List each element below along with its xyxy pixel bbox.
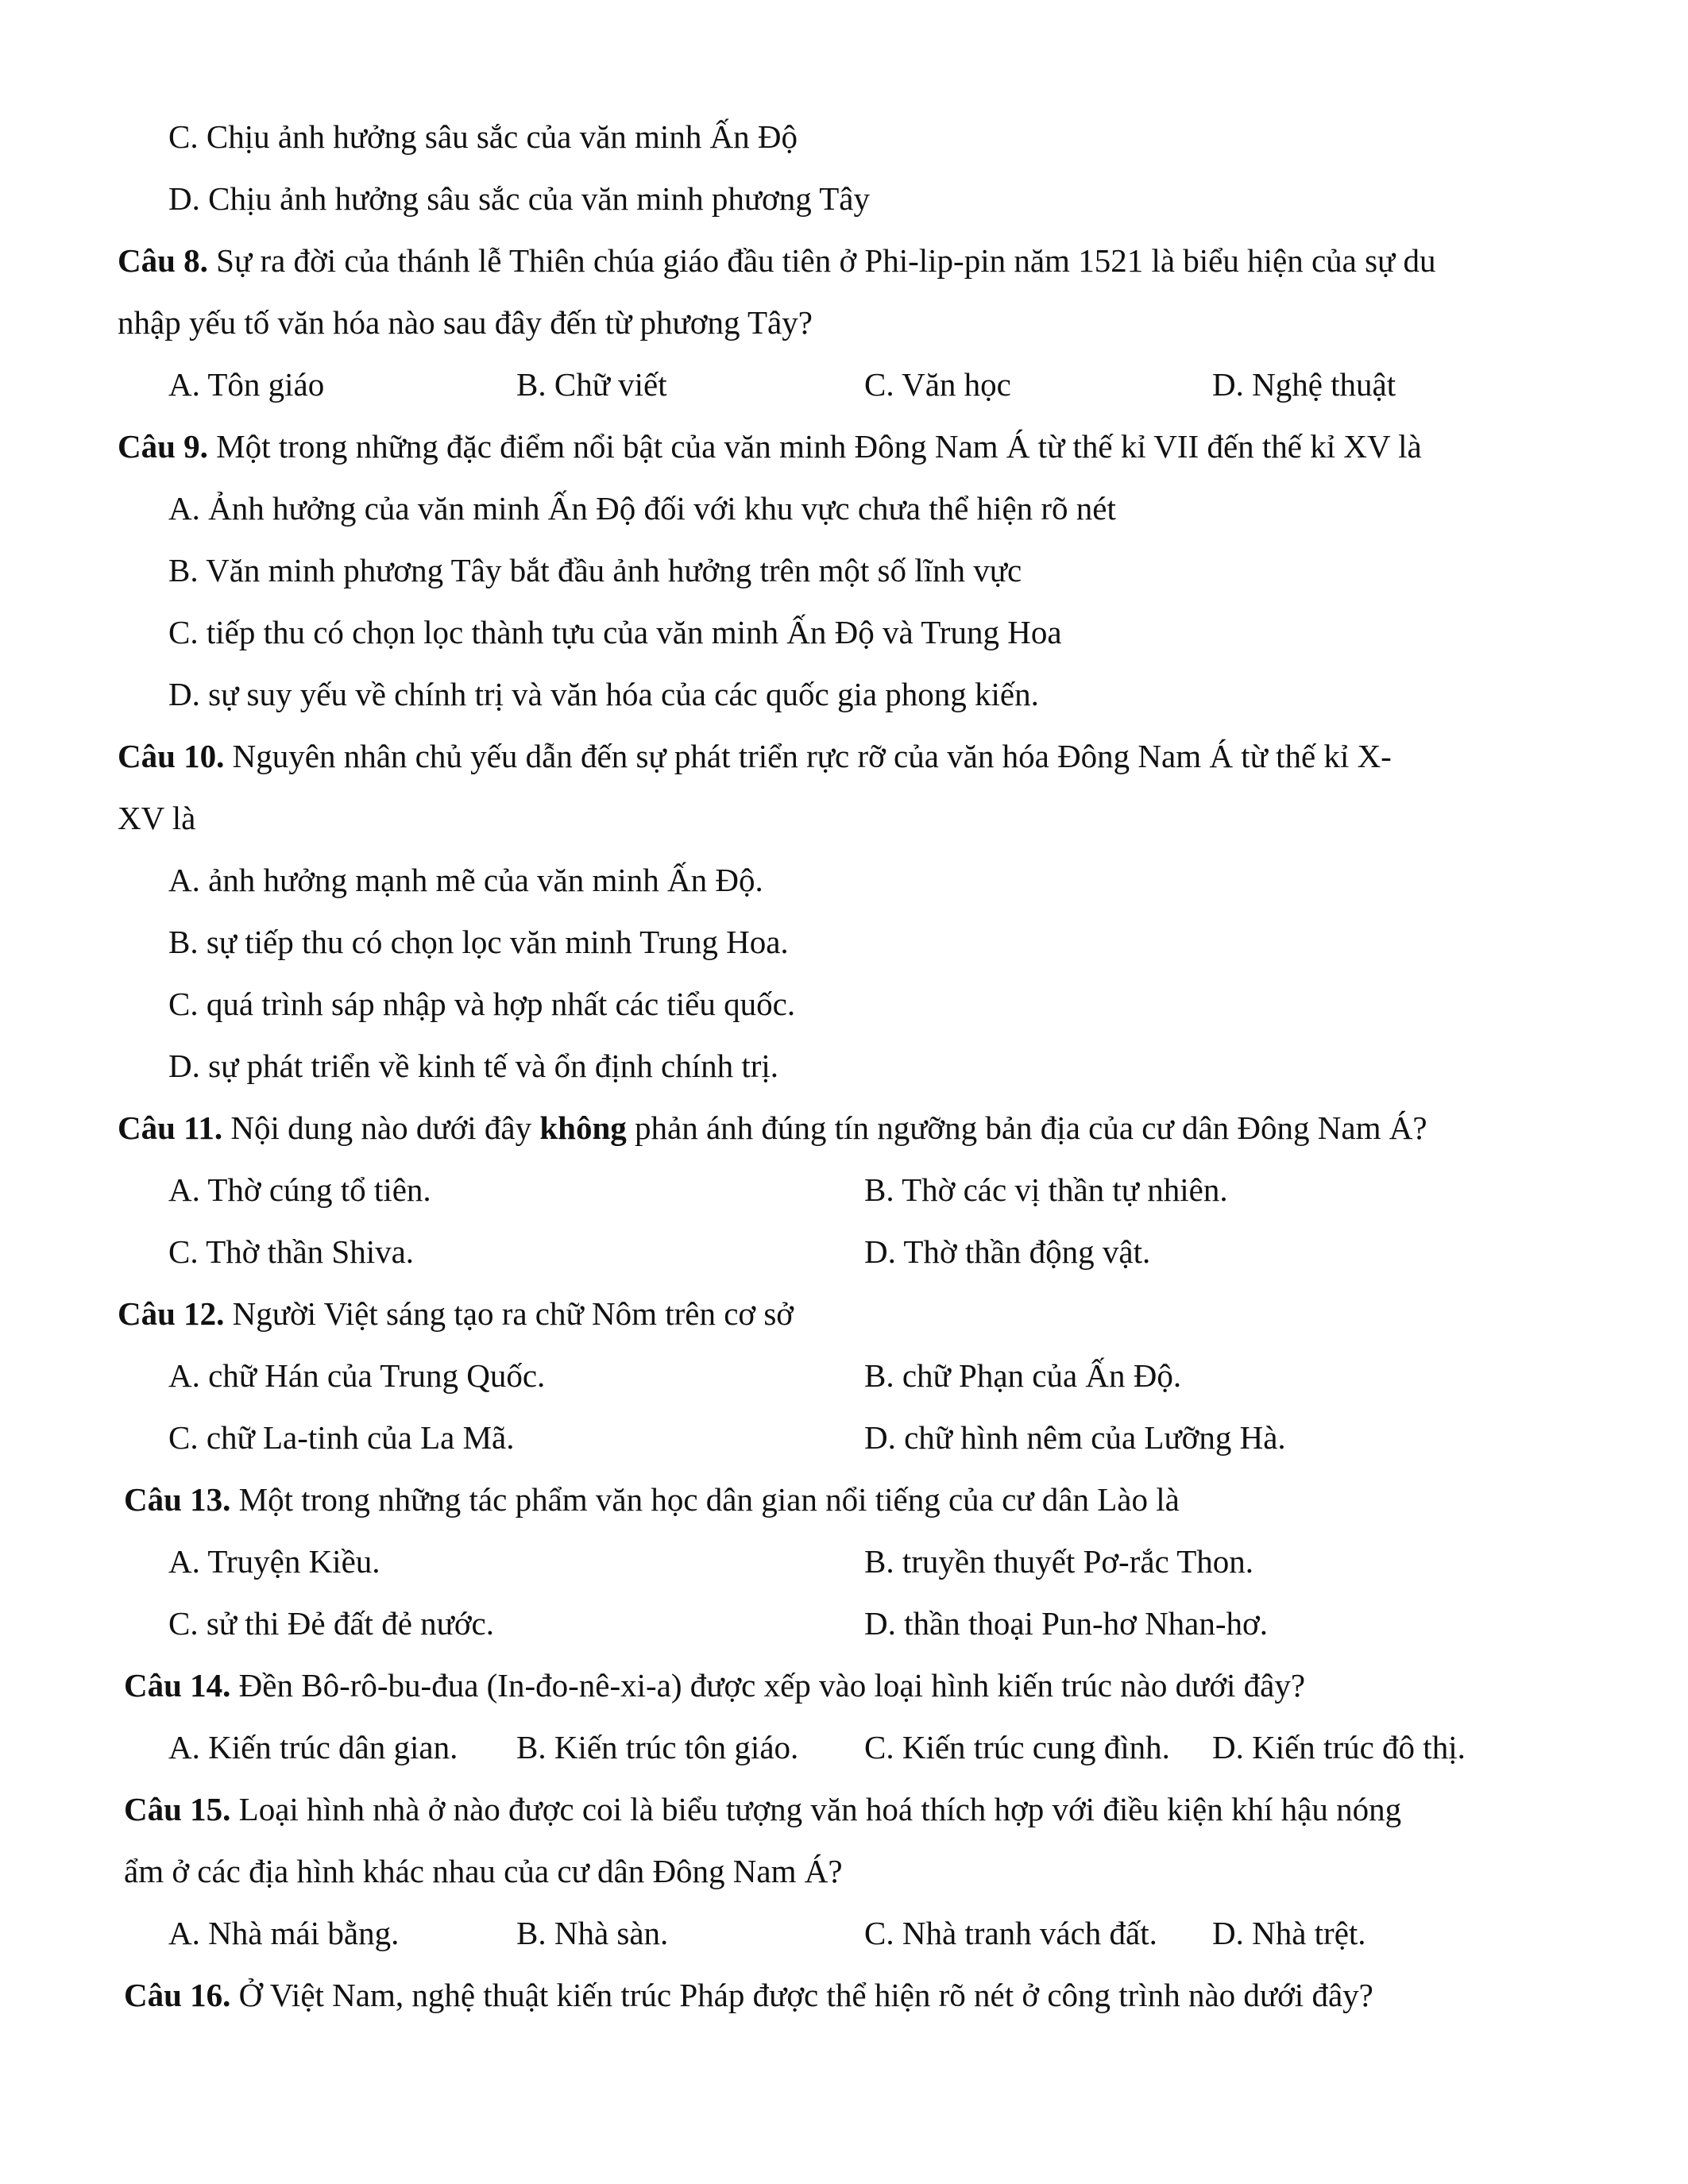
q13-option-a: A. Truyện Kiều. xyxy=(168,1543,380,1580)
question-text: Sự ra đời của thánh lễ Thiên chúa giáo đầu tiên ở Phi-lip-pin năm 1521 là biểu hiện của sự du xyxy=(207,242,1436,279)
q11-option-c: C. Thờ thần Shiva. xyxy=(168,1233,415,1270)
q13-option-c: C. sử thi Đẻ đất đẻ nước. xyxy=(168,1605,494,1642)
question-15-cont: ẩm ở các địa hình khác nhau của cư dân Đông Nam Á? xyxy=(124,1853,843,1889)
q11-option-a: A. Thờ cúng tổ tiên. xyxy=(168,1171,431,1208)
question-14 xyxy=(124,1669,1305,1702)
q13-option-d: D. thần thoại Pun-hơ Nhan-hơ. xyxy=(864,1605,1268,1642)
q15-option-a: A. Nhà mái bằng. xyxy=(168,1915,400,1951)
question-text: Nội dung nào dưới đây xyxy=(222,1109,540,1146)
question-label: Câu 9. xyxy=(118,428,208,465)
q8-option-d: D. Nghệ thuật xyxy=(1212,366,1396,403)
q12-option-a: A. chữ Hán của Trung Quốc. xyxy=(168,1357,546,1394)
emphasis-word: không xyxy=(539,1109,627,1146)
q8-option-a: A. Tôn giáo xyxy=(168,366,325,403)
question-9 xyxy=(118,430,1422,463)
q12-option-d: D. chữ hình nêm của Lưỡng Hà. xyxy=(864,1419,1286,1456)
q14-option-d: D. Kiến trúc đô thị. xyxy=(1212,1729,1466,1765)
option-d-prev: D. Chịu ảnh hưởng sâu sắc của văn minh phương Tây xyxy=(168,180,870,217)
question-text: Ở Việt Nam, nghệ thuật kiến trúc Pháp được thể hiện rõ nét ở công trình nào dưới đây? xyxy=(230,1977,1373,2013)
q12-option-c: C. chữ La-tinh của La Mã. xyxy=(168,1419,515,1456)
question-text-rest: phản ánh đúng tín ngưỡng bản địa của cư dân Đông Nam Á? xyxy=(626,1109,1427,1146)
question-13 xyxy=(124,1481,1180,1518)
q13-option-b: B. truyền thuyết Pơ-rắc Thon. xyxy=(864,1543,1254,1580)
question-text: Người Việt sáng tạo ra chữ Nôm trên cơ sở xyxy=(224,1295,794,1332)
q10-option-c: C. quá trình sáp nhập và hợp nhất các tiểu quốc. xyxy=(168,986,796,1022)
q8-option-c: C. Văn học xyxy=(864,366,1011,403)
question-16 xyxy=(124,1979,1373,2012)
question-text: Đền Bô-rô-bu-đua (In-đo-nê-xi-a) được xếp vào loại hình kiến trúc nào dưới đây? xyxy=(230,1667,1306,1704)
q11-option-b: B. Thờ các vị thần tự nhiên. xyxy=(864,1171,1228,1208)
q9-option-b: B. Văn minh phương Tây bắt đầu ảnh hưởng trên một số lĩnh vực xyxy=(168,552,1022,588)
question-label: Câu 10. xyxy=(118,738,225,774)
option-c-prev: C. Chịu ảnh hưởng sâu sắc của văn minh Ấn Độ xyxy=(168,118,798,155)
question-8 xyxy=(118,242,1436,279)
q9-option-a: A. Ảnh hưởng của văn minh Ấn Độ đối với khu vực chưa thể hiện rõ nét xyxy=(168,490,1116,527)
q11-option-d: D. Thờ thần động vật. xyxy=(864,1233,1151,1270)
question-text: Loại hình nhà ở nào được coi là biểu tượng văn hoá thích hợp với điều kiện khí hậu nóng xyxy=(230,1791,1402,1827)
question-label: Câu 11. xyxy=(118,1109,223,1146)
q15-option-b: B. Nhà sàn. xyxy=(516,1915,669,1951)
question-label: Câu 12. xyxy=(118,1295,225,1332)
question-10-cont: XV là xyxy=(118,800,196,836)
q9-option-d: D. sự suy yếu về chính trị và văn hóa của các quốc gia phong kiến. xyxy=(168,676,1039,712)
q14-option-c: C. Kiến trúc cung đình. xyxy=(864,1729,1170,1765)
question-11 xyxy=(118,1109,1427,1146)
question-12 xyxy=(118,1295,794,1332)
question-label: Câu 16. xyxy=(124,1977,231,2013)
q10-option-b: B. sự tiếp thu có chọn lọc văn minh Trung Hoa. xyxy=(168,924,789,960)
question-text: Một trong những tác phẩm văn học dân gian nổi tiếng của cư dân Lào là xyxy=(230,1481,1180,1518)
question-8-cont: nhập yếu tố văn hóa nào sau đây đến từ phương Tây? xyxy=(118,304,813,341)
question-15 xyxy=(124,1793,1401,1826)
q10-option-a: A. ảnh hưởng mạnh mẽ của văn minh Ấn Độ. xyxy=(168,862,763,898)
question-label: Câu 13. xyxy=(124,1481,231,1518)
q8-option-b: B. Chữ viết xyxy=(516,366,667,403)
question-label: Câu 14. xyxy=(124,1667,231,1704)
q15-option-c: C. Nhà tranh vách đất. xyxy=(864,1915,1157,1951)
q14-option-a: A. Kiến trúc dân gian. xyxy=(168,1729,458,1765)
question-text: Nguyên nhân chủ yếu dẫn đến sự phát triển rực rỡ của văn hóa Đông Nam Á từ thế kỉ X- xyxy=(224,738,1392,774)
question-text: Một trong những đặc điểm nổi bật của văn minh Đông Nam Á từ thế kỉ VII đến thế kỉ XV là xyxy=(207,428,1422,465)
question-label: Câu 8. xyxy=(118,242,208,279)
question-label: Câu 15. xyxy=(124,1791,231,1827)
question-10 xyxy=(118,740,1392,773)
q12-option-b: B. chữ Phạn của Ấn Độ. xyxy=(864,1357,1182,1394)
q9-option-c: C. tiếp thu có chọn lọc thành tựu của văn minh Ấn Độ và Trung Hoa xyxy=(168,614,1062,650)
q14-option-b: B. Kiến trúc tôn giáo. xyxy=(516,1729,799,1765)
q10-option-d: D. sự phát triển về kinh tế và ổn định chính trị. xyxy=(168,1048,779,1084)
q15-option-d: D. Nhà trệt. xyxy=(1212,1915,1366,1951)
